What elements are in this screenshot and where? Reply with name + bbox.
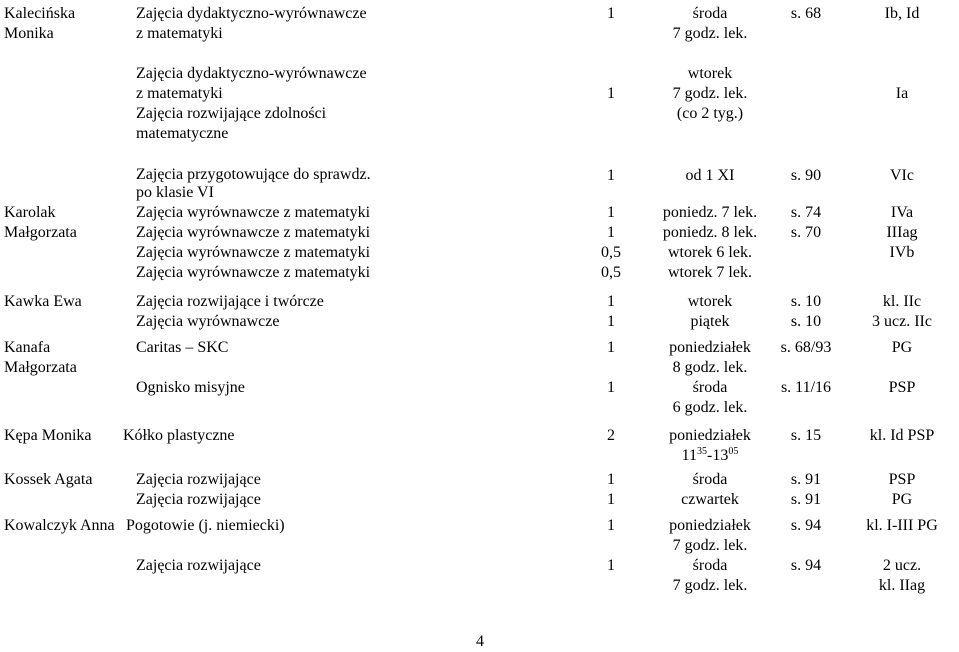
class-cell: kl. IIc 3 ucz. IIc — [872, 293, 932, 330]
activity-cell: Zajęcia dydaktyczno-wyrównawcze z matematyki Zajęcia rozwijające zdolności matematyczne — [136, 65, 367, 142]
class-cell: PSP — [888, 379, 916, 396]
class-cell: kl. Id PSP — [869, 427, 935, 444]
room-cell: s. 90 — [790, 167, 822, 184]
hours-cell: 1 — [607, 5, 615, 22]
teacher-name: Kanafa Małgorzata — [4, 339, 77, 376]
room-cell: s. 94 — [790, 517, 822, 534]
class-cell: VIc — [890, 167, 914, 184]
activity-cell: Zajęcia przygotowujące do sprawdz. po klasie VI — [136, 166, 371, 201]
schedule-cell: poniedziałek — [669, 427, 751, 444]
activity-cell: Kółko plastyczne — [123, 427, 235, 444]
room-cell: s. 15 — [790, 427, 822, 444]
hours-cell: 1 — [607, 167, 615, 184]
hours-cell: 1 — [607, 517, 615, 534]
activity-cell: Caritas – SKC — [136, 339, 229, 356]
schedule-cell: wtorek piątek — [687, 293, 733, 330]
teacher-name: Karolak Małgorzata — [4, 204, 77, 241]
activity-cell: Zajęcia wyrównawcze z matematyki Zajęcia wyrównawcze z matematyki Zajęcia wyrównawcze z matematyki Zajęcia wyrównawcze z matematyki — [136, 204, 371, 281]
class-cell: Ib, Id — [884, 5, 920, 22]
class-cell: IVa IIIag IVb — [886, 204, 918, 261]
schedule-cell: poniedziałek 8 godz. lek. — [669, 339, 751, 376]
hours-cell: 2 — [607, 427, 615, 444]
hours-cell: 1 1 — [607, 471, 615, 508]
room-cell: s. 94 — [790, 557, 822, 574]
activity-cell: Zajęcia dydaktyczno-wyrównawcze z matematyki — [136, 5, 367, 42]
activity-cell: Ognisko misyjne — [136, 379, 245, 396]
hours-cell: 1 1 0,5 0,5 — [601, 204, 621, 281]
hours-cell: 1 — [607, 339, 615, 356]
room-cell: s. 10 s. 10 — [790, 293, 822, 330]
schedule-cell: od 1 XI — [685, 167, 735, 184]
schedule-cell: środa 7 godz. lek. — [672, 557, 748, 594]
schedule-cell: poniedz. 7 lek. poniedz. 8 lek. wtorek 6 lek. wtorek 7 lek. — [662, 204, 758, 281]
teacher-name: Kossek Agata — [4, 471, 93, 488]
schedule-cell: poniedziałek 7 godz. lek. — [669, 517, 751, 554]
schedule-cell: środa 7 godz. lek. — [672, 5, 748, 42]
activity-cell: Pogotowie (j. niemiecki) — [126, 517, 285, 534]
activity-cell: Zajęcia rozwijające — [136, 557, 261, 574]
hours-cell: 1 — [607, 379, 615, 396]
class-cell: 2 ucz. kl. IIag — [878, 557, 926, 594]
schedule-cell: środa czwartek — [681, 471, 739, 508]
hours-cell: 1 1 — [607, 293, 615, 330]
hours-cell: 1 — [607, 85, 615, 102]
room-cell: s. 68/93 — [780, 339, 832, 356]
schedule-cell: wtorek 7 godz. lek. (co 2 tyg.) — [672, 65, 748, 122]
room-cell: s. 74 s. 70 — [790, 204, 822, 241]
time-range: $11^{35}-13^{05}$ — [681, 446, 739, 464]
teacher-name: Kalecińska Monika — [4, 5, 76, 42]
activity-cell: Zajęcia rozwijające i twórcze Zajęcia wyrównawcze — [136, 293, 324, 330]
class-cell: PSP PG — [888, 471, 916, 508]
class-cell: Ia — [895, 85, 909, 102]
page-number: 4 — [476, 633, 484, 650]
teacher-name: Kępa Monika — [4, 427, 92, 444]
room-cell: s. 68 — [790, 5, 822, 22]
hours-cell: 1 — [607, 557, 615, 574]
teacher-name: Kawka Ewa — [4, 293, 82, 310]
class-cell: kl. I-III PG — [866, 517, 938, 534]
class-cell: PG — [891, 339, 913, 356]
schedule-cell: środa 6 godz. lek. — [672, 379, 748, 416]
teacher-name: Kowalczyk Anna — [4, 517, 115, 534]
room-cell: s. 11/16 — [780, 379, 832, 396]
room-cell: s. 91 s. 91 — [790, 471, 822, 508]
activity-cell: Zajęcia rozwijające Zajęcia rozwijające — [136, 471, 261, 508]
